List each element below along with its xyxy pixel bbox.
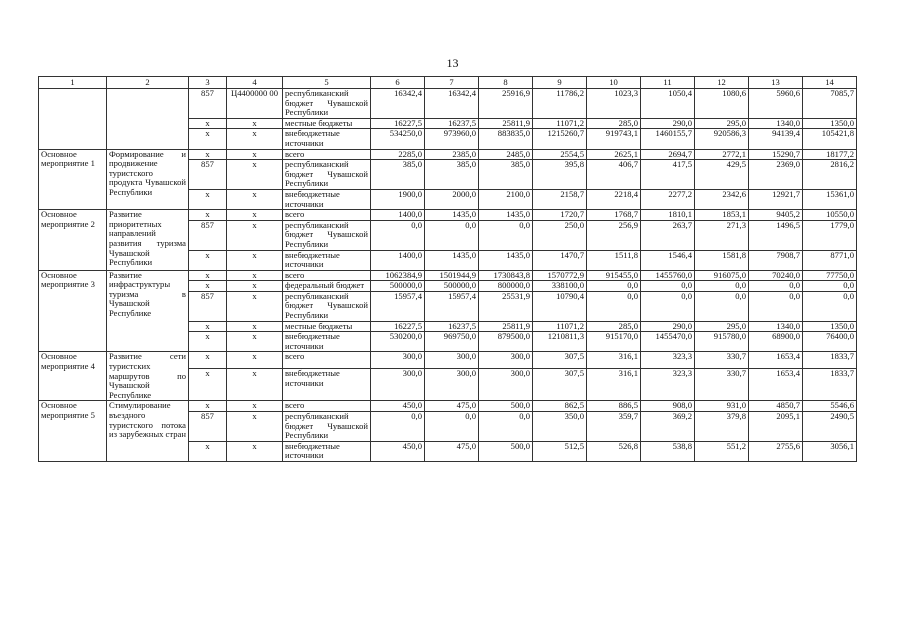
amount-cell: 395,8 (533, 160, 587, 190)
column-number: 6 (371, 77, 425, 89)
amount-cell: 295,0 (695, 321, 749, 332)
amount-cell: 0,0 (425, 220, 479, 250)
amount-cell: 2100,0 (479, 189, 533, 209)
amount-cell: 385,0 (425, 160, 479, 190)
amount-cell: 1435,0 (425, 250, 479, 270)
amount-cell: 908,0 (641, 401, 695, 412)
amount-cell: 1900,0 (371, 189, 425, 209)
budget-classification-code: x (227, 250, 283, 270)
amount-cell: 1470,7 (533, 250, 587, 270)
amount-cell: 1501944,9 (425, 270, 479, 281)
amount-cell: 883835,0 (479, 129, 533, 149)
amount-cell: 94139,4 (749, 129, 803, 149)
amount-cell: 385,0 (479, 160, 533, 190)
amount-cell: 1653,4 (749, 369, 803, 401)
amount-cell: 330,7 (695, 369, 749, 401)
amount-cell: 25531,9 (479, 291, 533, 321)
grbs-code: x (189, 129, 227, 149)
amount-cell: 1779,0 (803, 220, 857, 250)
amount-cell: 450,0 (371, 401, 425, 412)
amount-cell: 16237,5 (425, 321, 479, 332)
amount-cell: 105421,8 (803, 129, 857, 149)
column-number: 3 (189, 77, 227, 89)
funding-source: республиканский бюджет Чувашской Республики (283, 220, 371, 250)
header-row (39, 77, 857, 89)
amount-cell: 526,8 (587, 441, 641, 461)
funding-source: всего (283, 352, 371, 369)
funding-source: республиканский бюджет Чувашской Республики (283, 160, 371, 190)
funding-source: внебюджетные источники (283, 441, 371, 461)
amount-cell: 2755,6 (749, 441, 803, 461)
amount-cell: 2694,7 (641, 149, 695, 160)
amount-cell: 417,5 (641, 160, 695, 190)
amount-cell: 316,1 (587, 369, 641, 401)
amount-cell: 15361,0 (803, 189, 857, 209)
amount-cell: 1581,8 (695, 250, 749, 270)
grbs-code: 857 (189, 291, 227, 321)
amount-cell: 16342,4 (371, 89, 425, 119)
amount-cell: 1810,1 (641, 210, 695, 221)
column-number: 10 (587, 77, 641, 89)
amount-cell: 0,0 (479, 220, 533, 250)
funding-source: внебюджетные источники (283, 369, 371, 401)
grbs-code: 857 (189, 412, 227, 442)
amount-cell: 15957,4 (425, 291, 479, 321)
column-number: 13 (749, 77, 803, 89)
amount-cell: 0,0 (587, 281, 641, 292)
amount-cell: 1833,7 (803, 352, 857, 369)
funding-source: внебюджетные источники (283, 332, 371, 352)
amount-cell: 916075,0 (695, 270, 749, 281)
grbs-code: x (189, 149, 227, 160)
amount-cell: 15290,7 (749, 149, 803, 160)
amount-cell: 1511,8 (587, 250, 641, 270)
amount-cell: 25916,9 (479, 89, 533, 119)
amount-cell: 1570772,9 (533, 270, 587, 281)
amount-cell: 1833,7 (803, 369, 857, 401)
amount-cell: 359,7 (587, 412, 641, 442)
funding-source: республиканский бюджет Чувашской Республики (283, 89, 371, 119)
amount-cell: 1768,7 (587, 210, 641, 221)
budget-classification-code: x (227, 118, 283, 129)
amount-cell: 2490,5 (803, 412, 857, 442)
amount-cell: 0,0 (587, 291, 641, 321)
column-number: 1 (39, 77, 107, 89)
amount-cell: 0,0 (803, 291, 857, 321)
amount-cell: 475,0 (425, 401, 479, 412)
amount-cell: 500,0 (479, 441, 533, 461)
amount-cell: 290,0 (641, 118, 695, 129)
column-number: 4 (227, 77, 283, 89)
column-number: 7 (425, 77, 479, 89)
budget-classification-code: x (227, 321, 283, 332)
budget-classification-code: x (227, 401, 283, 412)
amount-cell: 1730843,8 (479, 270, 533, 281)
amount-cell: 0,0 (803, 281, 857, 292)
grbs-code: x (189, 352, 227, 369)
amount-cell: 1546,4 (641, 250, 695, 270)
grbs-code: x (189, 250, 227, 270)
funding-source: внебюджетные источники (283, 129, 371, 149)
activity-name: Основное мероприятие 2 (39, 210, 107, 271)
amount-cell: 879500,0 (479, 332, 533, 352)
grbs-code: x (189, 270, 227, 281)
grbs-code: x (189, 210, 227, 221)
amount-cell: 1455470,0 (641, 332, 695, 352)
amount-cell: 338100,0 (533, 281, 587, 292)
budget-classification-code: x (227, 369, 283, 401)
amount-cell: 1050,4 (641, 89, 695, 119)
amount-cell: 1023,3 (587, 89, 641, 119)
amount-cell: 2342,6 (695, 189, 749, 209)
funding-source: всего (283, 401, 371, 412)
column-number: 5 (283, 77, 371, 89)
amount-cell: 300,0 (425, 369, 479, 401)
budget-classification-code: x (227, 149, 283, 160)
column-number: 9 (533, 77, 587, 89)
amount-cell: 25811,9 (479, 321, 533, 332)
activity-name: Основное мероприятие 5 (39, 401, 107, 462)
amount-cell: 11071,2 (533, 118, 587, 129)
grbs-code: 857 (189, 160, 227, 190)
column-number: 12 (695, 77, 749, 89)
grbs-code: x (189, 118, 227, 129)
amount-cell: 295,0 (695, 118, 749, 129)
amount-cell: 1460155,7 (641, 129, 695, 149)
amount-cell: 300,0 (425, 352, 479, 369)
amount-cell: 500,0 (479, 401, 533, 412)
amount-cell: 1080,6 (695, 89, 749, 119)
activity-name: Основное мероприятие 3 (39, 270, 107, 352)
activity-name: Основное мероприятие 4 (39, 352, 107, 401)
amount-cell: 4850,7 (749, 401, 803, 412)
amount-cell: 323,3 (641, 352, 695, 369)
amount-cell: 1496,5 (749, 220, 803, 250)
budget-classification-code: x (227, 270, 283, 281)
amount-cell: 1435,0 (425, 210, 479, 221)
amount-cell: 7085,7 (803, 89, 857, 119)
amount-cell: 450,0 (371, 441, 425, 461)
amount-cell: 2277,2 (641, 189, 695, 209)
amount-cell: 1400,0 (371, 250, 425, 270)
amount-cell: 2095,1 (749, 412, 803, 442)
amount-cell: 11786,2 (533, 89, 587, 119)
amount-cell: 915170,0 (587, 332, 641, 352)
table-row (39, 210, 857, 221)
grbs-code: x (189, 401, 227, 412)
amount-cell: 1720,7 (533, 210, 587, 221)
funding-source: всего (283, 149, 371, 160)
amount-cell: 12921,7 (749, 189, 803, 209)
funding-source: внебюджетные источники (283, 189, 371, 209)
table-row (39, 89, 857, 119)
amount-cell: 534250,0 (371, 129, 425, 149)
column-number: 8 (479, 77, 533, 89)
budget-classification-code: Ц4400000 00 (227, 89, 283, 119)
activity-description: Стимулирование въездного туристского потока из зарубежных стран (107, 401, 189, 462)
amount-cell: 2625,1 (587, 149, 641, 160)
table-row (39, 270, 857, 281)
amount-cell: 300,0 (479, 352, 533, 369)
grbs-code: x (189, 281, 227, 292)
amount-cell: 1435,0 (479, 210, 533, 221)
grbs-code: x (189, 321, 227, 332)
amount-cell: 2385,0 (425, 149, 479, 160)
amount-cell: 263,7 (641, 220, 695, 250)
amount-cell: 300,0 (371, 369, 425, 401)
amount-cell: 256,9 (587, 220, 641, 250)
amount-cell: 500000,0 (425, 281, 479, 292)
amount-cell: 530200,0 (371, 332, 425, 352)
amount-cell: 18177,2 (803, 149, 857, 160)
amount-cell: 300,0 (371, 352, 425, 369)
amount-cell: 285,0 (587, 118, 641, 129)
budget-classification-code: x (227, 352, 283, 369)
amount-cell: 0,0 (425, 412, 479, 442)
activity-description: Развитие сети туристских маршрутов по Чувашской Республике (107, 352, 189, 401)
amount-cell: 1455760,0 (641, 270, 695, 281)
amount-cell: 250,0 (533, 220, 587, 250)
activity-description: Развитие инфраструктуры туризма в Чувашской Республике (107, 270, 189, 352)
grbs-code: 857 (189, 89, 227, 119)
amount-cell: 1853,1 (695, 210, 749, 221)
table-row (39, 149, 857, 160)
column-number: 2 (107, 77, 189, 89)
amount-cell: 915455,0 (587, 270, 641, 281)
amount-cell: 2772,1 (695, 149, 749, 160)
amount-cell: 5960,6 (749, 89, 803, 119)
amount-cell: 0,0 (371, 220, 425, 250)
amount-cell: 379,8 (695, 412, 749, 442)
funding-source: внебюджетные источники (283, 250, 371, 270)
grbs-code: x (189, 441, 227, 461)
budget-classification-code: x (227, 220, 283, 250)
amount-cell: 0,0 (695, 281, 749, 292)
amount-cell: 1340,0 (749, 118, 803, 129)
amount-cell: 290,0 (641, 321, 695, 332)
budget-classification-code: x (227, 441, 283, 461)
amount-cell: 0,0 (641, 281, 695, 292)
funding-source: республиканский бюджет Чувашской Республики (283, 291, 371, 321)
budget-classification-code: x (227, 129, 283, 149)
amount-cell: 1435,0 (479, 250, 533, 270)
table-row (39, 352, 857, 369)
amount-cell: 2000,0 (425, 189, 479, 209)
budget-classification-code: x (227, 189, 283, 209)
amount-cell: 7908,7 (749, 250, 803, 270)
amount-cell: 551,2 (695, 441, 749, 461)
grbs-code: x (189, 369, 227, 401)
budget-classification-code: x (227, 332, 283, 352)
amount-cell: 307,5 (533, 352, 587, 369)
amount-cell: 11071,2 (533, 321, 587, 332)
amount-cell: 300,0 (479, 369, 533, 401)
amount-cell: 2158,7 (533, 189, 587, 209)
amount-cell: 0,0 (749, 291, 803, 321)
amount-cell: 538,8 (641, 441, 695, 461)
amount-cell: 862,5 (533, 401, 587, 412)
amount-cell: 271,3 (695, 220, 749, 250)
amount-cell: 10550,0 (803, 210, 857, 221)
amount-cell: 16227,5 (371, 321, 425, 332)
column-number: 14 (803, 77, 857, 89)
amount-cell: 330,7 (695, 352, 749, 369)
budget-classification-code: x (227, 210, 283, 221)
amount-cell: 2485,0 (479, 149, 533, 160)
grbs-code: 857 (189, 220, 227, 250)
amount-cell: 16342,4 (425, 89, 479, 119)
amount-cell: 15957,4 (371, 291, 425, 321)
amount-cell: 307,5 (533, 369, 587, 401)
amount-cell: 931,0 (695, 401, 749, 412)
amount-cell: 886,5 (587, 401, 641, 412)
activity-description: Формирование и продвижение туристского продукта Чувашской Республики (107, 149, 189, 210)
funding-source: федеральный бюджет (283, 281, 371, 292)
amount-cell: 0,0 (479, 412, 533, 442)
amount-cell: 25811,9 (479, 118, 533, 129)
amount-cell: 76400,0 (803, 332, 857, 352)
activity-name: Основное мероприятие 1 (39, 149, 107, 210)
amount-cell: 10790,4 (533, 291, 587, 321)
amount-cell: 70240,0 (749, 270, 803, 281)
page-number: 13 (446, 56, 459, 70)
amount-cell: 969750,0 (425, 332, 479, 352)
activity-name (39, 89, 107, 150)
amount-cell: 1340,0 (749, 321, 803, 332)
amount-cell: 0,0 (695, 291, 749, 321)
amount-cell: 2285,0 (371, 149, 425, 160)
amount-cell: 973960,0 (425, 129, 479, 149)
amount-cell: 8771,0 (803, 250, 857, 270)
amount-cell: 429,5 (695, 160, 749, 190)
amount-cell: 1210811,3 (533, 332, 587, 352)
amount-cell: 2369,0 (749, 160, 803, 190)
amount-cell: 920586,3 (695, 129, 749, 149)
funding-source: всего (283, 270, 371, 281)
amount-cell: 68900,0 (749, 332, 803, 352)
financing-table (38, 76, 857, 462)
amount-cell: 1653,4 (749, 352, 803, 369)
funding-source: республиканский бюджет Чувашской Республики (283, 412, 371, 442)
amount-cell: 1400,0 (371, 210, 425, 221)
amount-cell: 350,0 (533, 412, 587, 442)
table-row (39, 401, 857, 412)
amount-cell: 2816,2 (803, 160, 857, 190)
amount-cell: 2554,5 (533, 149, 587, 160)
amount-cell: 77750,0 (803, 270, 857, 281)
amount-cell: 1215260,7 (533, 129, 587, 149)
amount-cell: 316,1 (587, 352, 641, 369)
amount-cell: 2218,4 (587, 189, 641, 209)
amount-cell: 915780,0 (695, 332, 749, 352)
amount-cell: 369,2 (641, 412, 695, 442)
activity-description: Развитие приоритетных направлений развития туризма Чувашской Республики (107, 210, 189, 271)
amount-cell: 0,0 (371, 412, 425, 442)
amount-cell: 16237,5 (425, 118, 479, 129)
budget-classification-code: x (227, 281, 283, 292)
amount-cell: 16227,5 (371, 118, 425, 129)
budget-classification-code: x (227, 291, 283, 321)
funding-source: местные бюджеты (283, 321, 371, 332)
funding-source: всего (283, 210, 371, 221)
amount-cell: 919743,1 (587, 129, 641, 149)
amount-cell: 512,5 (533, 441, 587, 461)
amount-cell: 1350,0 (803, 118, 857, 129)
activity-description (107, 89, 189, 150)
amount-cell: 323,3 (641, 369, 695, 401)
amount-cell: 475,0 (425, 441, 479, 461)
amount-cell: 385,0 (371, 160, 425, 190)
amount-cell: 3056,1 (803, 441, 857, 461)
funding-source: местные бюджеты (283, 118, 371, 129)
amount-cell: 0,0 (641, 291, 695, 321)
budget-classification-code: x (227, 412, 283, 442)
amount-cell: 285,0 (587, 321, 641, 332)
amount-cell: 800000,0 (479, 281, 533, 292)
amount-cell: 9405,2 (749, 210, 803, 221)
grbs-code: x (189, 189, 227, 209)
amount-cell: 5546,6 (803, 401, 857, 412)
amount-cell: 0,0 (749, 281, 803, 292)
budget-classification-code: x (227, 160, 283, 190)
amount-cell: 1062384,9 (371, 270, 425, 281)
column-number: 11 (641, 77, 695, 89)
amount-cell: 406,7 (587, 160, 641, 190)
amount-cell: 500000,0 (371, 281, 425, 292)
grbs-code: x (189, 332, 227, 352)
amount-cell: 1350,0 (803, 321, 857, 332)
